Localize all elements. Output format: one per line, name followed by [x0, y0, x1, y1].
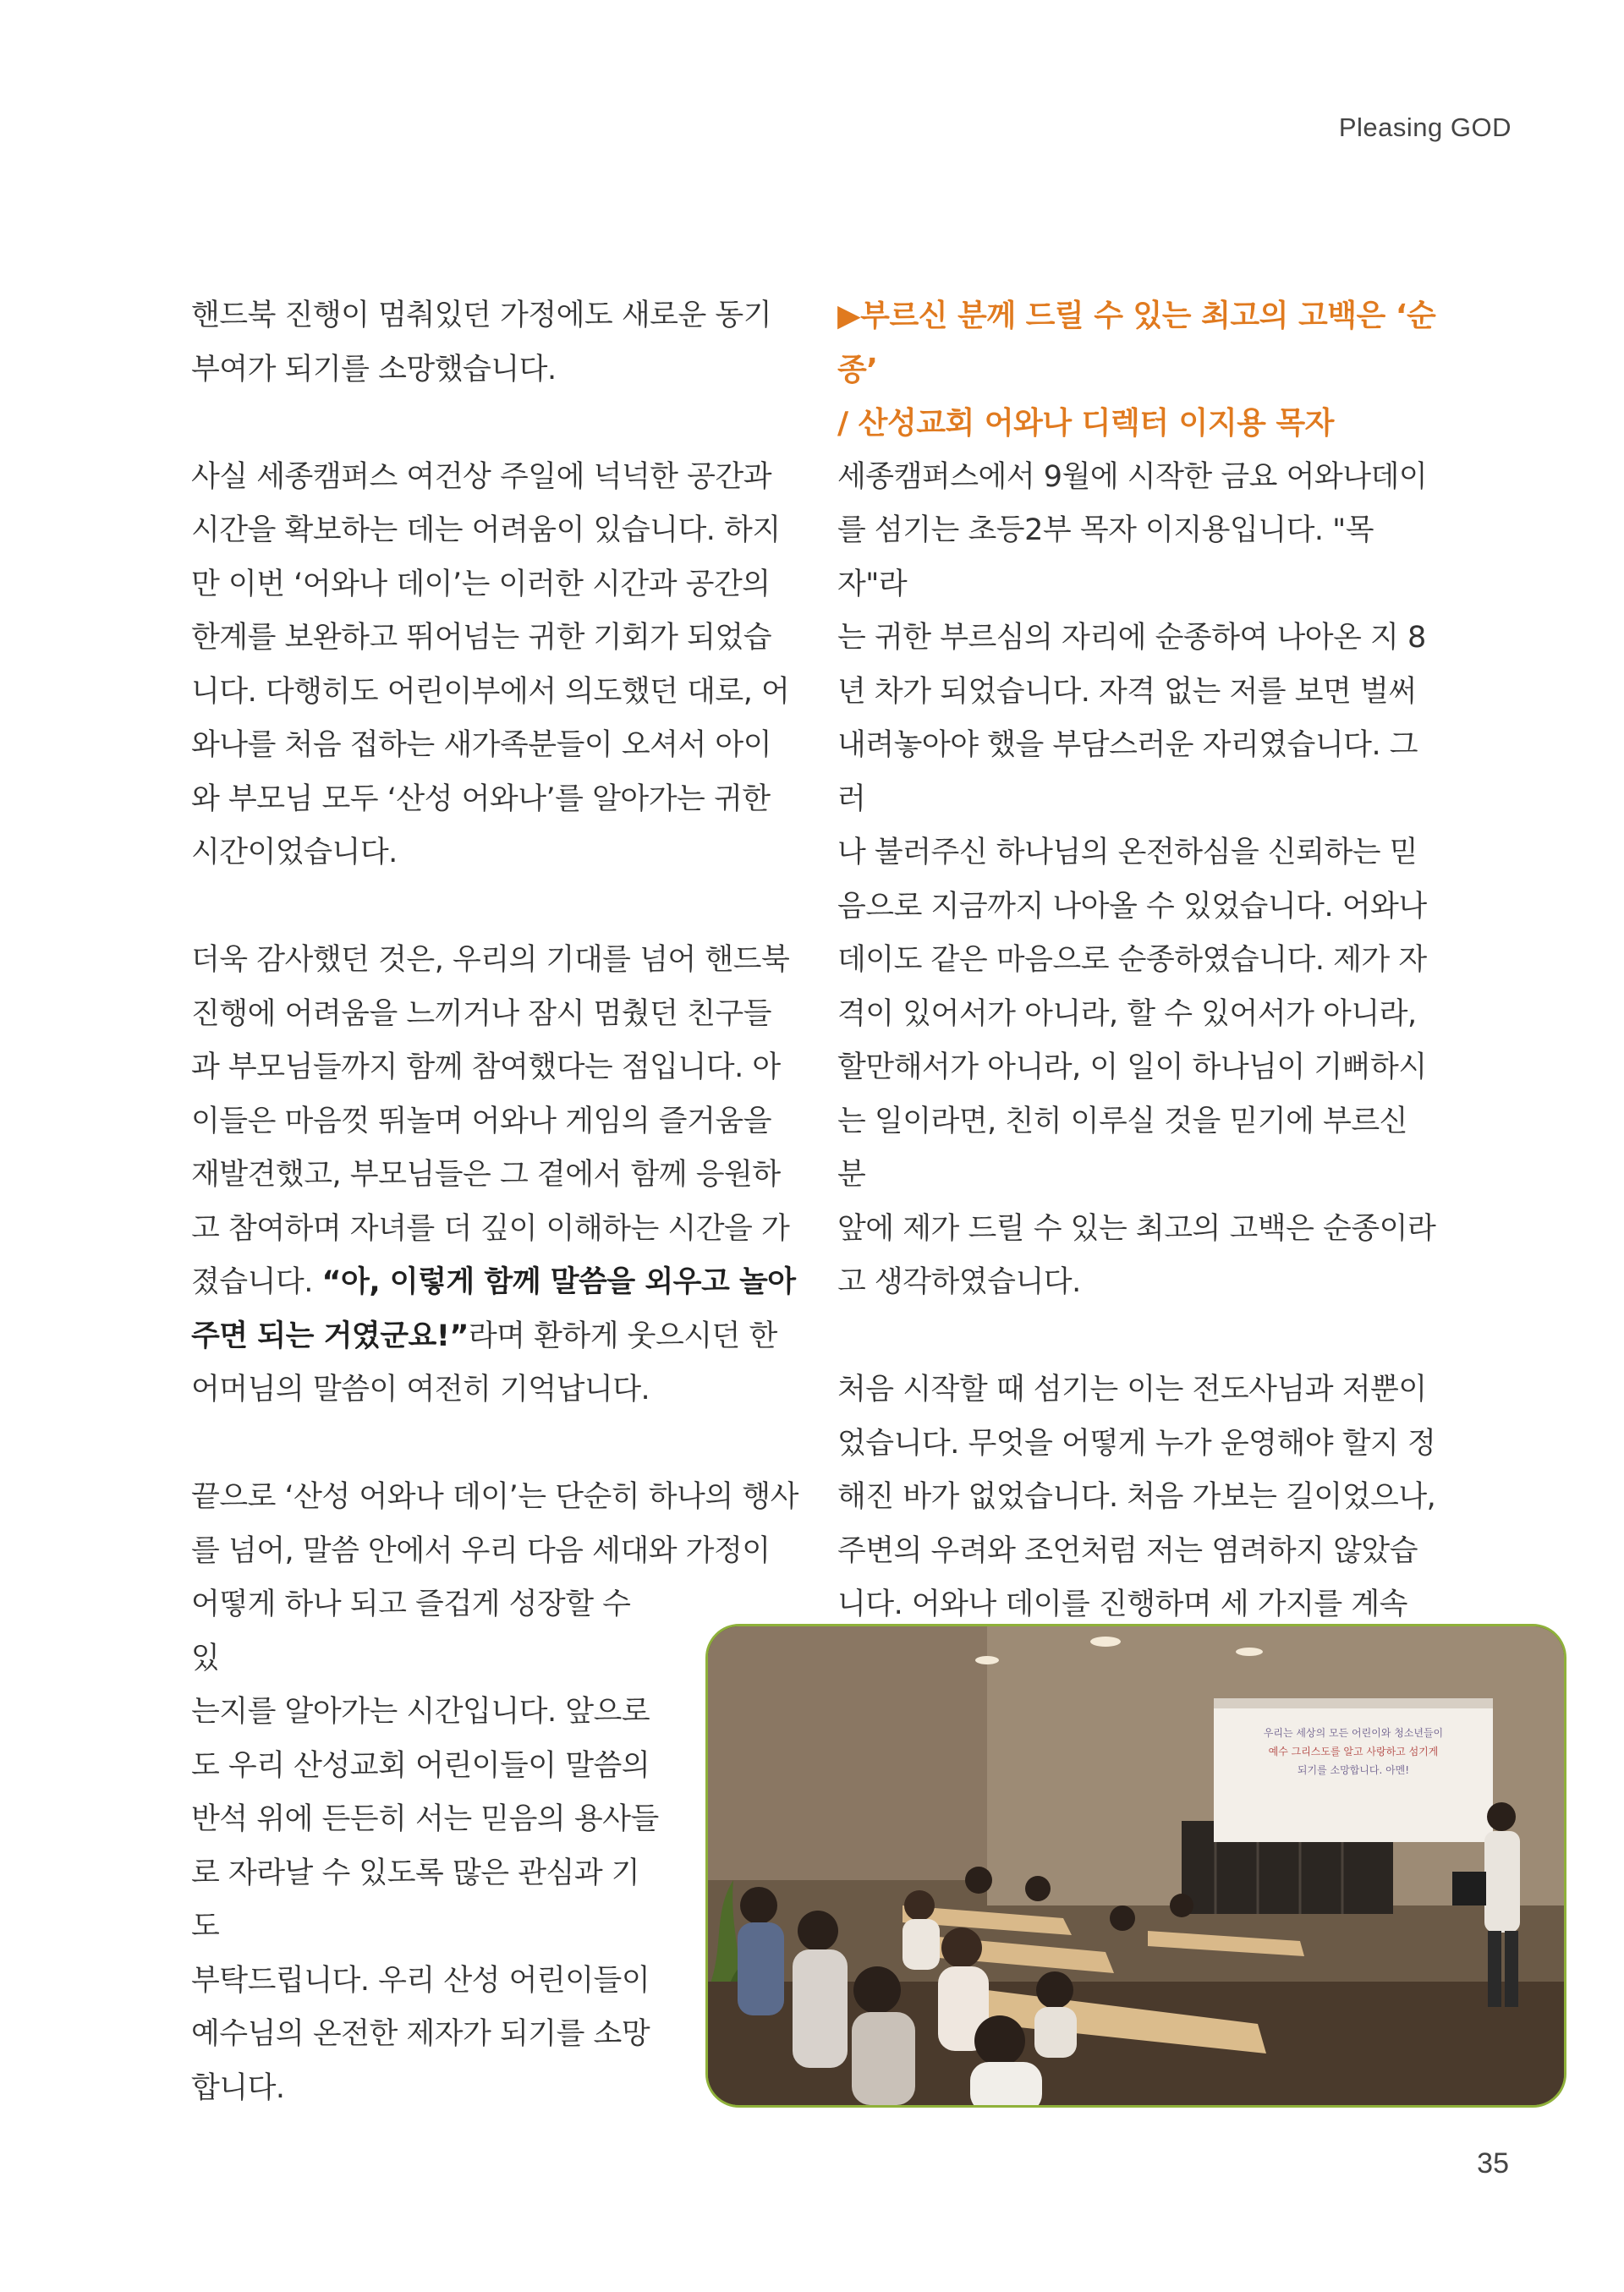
- page-number: 35: [1477, 2147, 1509, 2180]
- event-photo: [705, 1624, 1566, 2108]
- paragraph: 끝으로 ‘산성 어와나 데이’는 단순히 하나의 행사 를 넘어, 말씀 안에서 우리 다음 세대와 가정이: [191, 1480, 798, 1568]
- slide-text-line: 우리는 세상의 모든 어린이와 청소년들이: [1263, 1727, 1444, 1739]
- quote-emphasis: 주면 되는 거였군요!”: [191, 1319, 469, 1353]
- quote-emphasis: “아, 이렇게 함께 말씀을 외우고 놀아: [321, 1265, 796, 1299]
- paragraph-narrow: 어떻게 하나 되고 즐겁게 성장할 수 있 는지를 알아가는 시간입니다. 앞으로 도 우리 산성교회 어린이들이 말씀의 반석 위에 든든히 서는 믿음의 용사들 로 자라날 수 있도록 많은 관심과 기도 부탁드립니다. 우리 산성 어린이들이 예수님의 온전한 제자가 되기를 소망 합니다.: [191, 1587, 659, 2105]
- paragraph: 처음 시작할 때 섬기는 이는 전도사님과 저뿐이 었습니다. 무엇을 어떻게 누가 운영해야 할지 정 해진 바가 없었습니다. 처음 가보는 길이었으나, 주변의 우려와 조언처럼 저는 염려하지 않았습 니다. 어와나 데이를 진행하며 세 가지를 계속: [837, 1363, 1440, 1900]
- slide-text-line: 예수 그리스도를 알고 사랑하고 섬기게: [1268, 1746, 1439, 1757]
- paragraph: 핸드북 진행이 멈춰있던 가정에도 새로운 동기 부여가 되기를 소망했습니다.: [191, 299, 772, 387]
- section-label: Pleasing GOD: [1338, 112, 1512, 142]
- paragraph: 더욱 감사했던 것은, 우리의 기대를 넘어 핸드북 진행에 어려움을 느끼거나 잠시 멈췄던 친구들 과 부모님들까지 함께 참여했다는 점입니다. 아 이들은 마음껏 뛰놀며 어와나 게임의 즐거움을 재발견했고, 부모님들은 그 곁에서 함께 응원하 고 참여하며 자녀를 더 깊이 이해하는 시간을 가 졌습니다. “아, 이렇게 함께 말씀을 외우고 놀아 주면 되는 거였군요!”라며 환하게 웃으시던 한 어머님의 말씀이 여전히 기억납니다.: [191, 943, 796, 1406]
- section-heading: ▶부르신 분께 드릴 수 있는 최고의 고백은 ‘순종’ / 산성교회 어와나 디렉터 이지용 목자: [837, 299, 1436, 441]
- projection-slide: [1214, 1698, 1493, 1842]
- slide-text-line: 되기를 소망합니다. 아멘!: [1297, 1764, 1410, 1776]
- paragraph: 사실 세종캠퍼스 여건상 주일에 넉넉한 공간과 시간을 확보하는 데는 어려움이 있습니다. 하지 만 이번 ‘어와나 데이’는 이러한 시간과 공간의 한계를 보완하고 뛰어넘는 귀한 기회가 되었습 니다. 다행히도 어린이부에서 의도했던 대로, 어 와나를 처음 접하는 새가족분들이 오셔서 아이 와 부모님 모두 ‘산성 어와나’를 알아가는 귀한 시간이었습니다.: [191, 459, 790, 869]
- paragraph: 세종캠퍼스에서 9월에 시작한 금요 어와나데이 를 섬기는 초등2부 목자 이지용입니다. "목자"라 는 귀한 부르심의 자리에 순종하여 나아온 지 8 년 차가 되었습니다. 자격 없는 저를 보면 벌써 내려놓아야 했을 부담스러운 자리였습니다. 그러 나 불러주신 하나님의 온전하심을 신뢰하는 믿 음으로 지금까지 나아올 수 있었습니다. 어와나 데이도 같은 마음으로 순종하였습니다. 제가 자 격이 있어서가 아니라, 할 수 있어서가 아니라, 할만해서가 아니라, 이 일이 하나님이 기뻐하시 는 일이라면, 친히 이루실 것을 믿기에 부르신 분 앞에 제가 드릴 수 있는 최고의 고백은 순종이라 고 생각하였습니다.: [837, 459, 1436, 1299]
